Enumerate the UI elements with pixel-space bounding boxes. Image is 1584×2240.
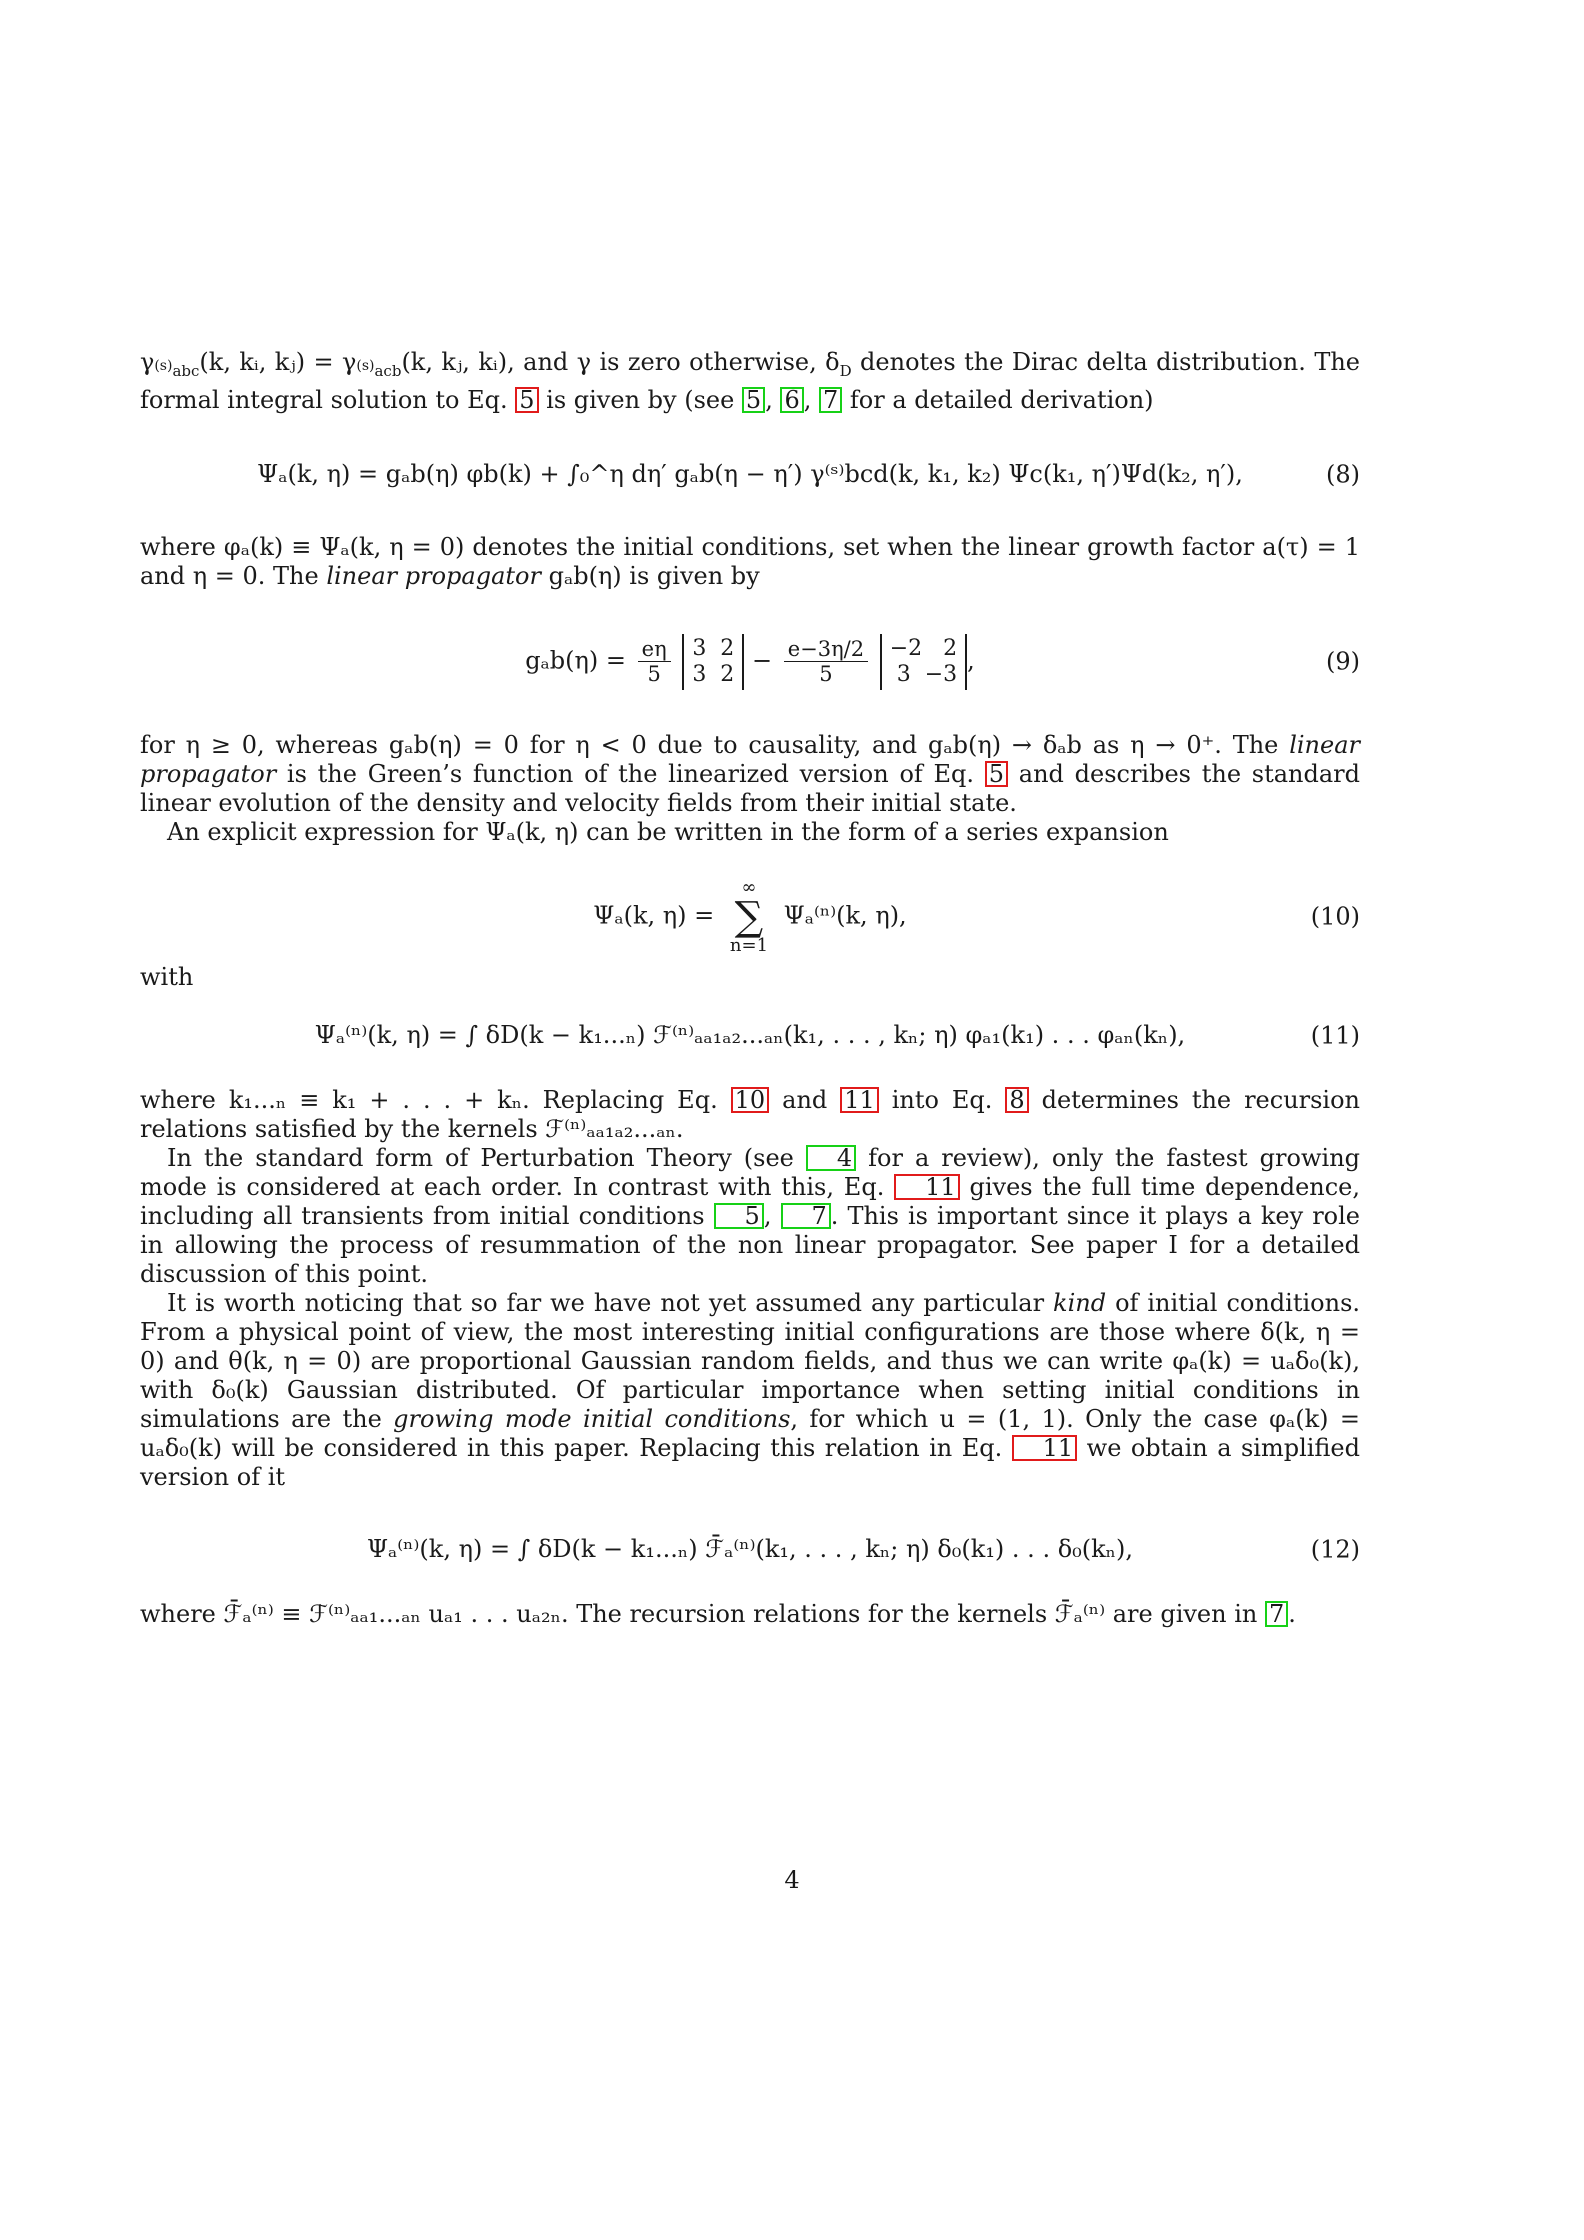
matrix-row: 3 2: [692, 661, 735, 687]
paper-page-body: [140, 348, 1360, 1629]
fraction-numerator: eη: [638, 637, 671, 662]
text: . This is important since it plays a key role in allowing the process of resummation of the non linear propagator. See paper I for a detailed discussion of this point.: [140, 1201, 1360, 1288]
page-number: 4: [784, 1866, 800, 1894]
equation-lhs: gₐb(η) =: [525, 646, 627, 675]
fraction: [784, 637, 868, 686]
matrix-row: 3 2: [692, 635, 735, 661]
equation-number: (12): [1310, 1535, 1360, 1564]
equation-12: [140, 1530, 1360, 1570]
eq-ref-link[interactable]: 10: [731, 1087, 770, 1113]
fraction: [638, 637, 671, 686]
equation-9: [140, 627, 1360, 697]
text: and describes the standard linear evolution of the density and velocity fields from their initial state.: [140, 759, 1360, 817]
eq-ref-link[interactable]: 11: [1012, 1435, 1078, 1461]
text: It is worth noticing that so far we have not yet assumed any particular: [167, 1288, 1054, 1317]
text: where k₁...ₙ ≡ k₁ + . . . + kₙ. Replacing Eq.: [140, 1085, 731, 1114]
fraction-numerator: e−3η/2: [784, 637, 868, 662]
matrix: [682, 634, 744, 690]
sum-lower: n=1: [729, 934, 769, 956]
text: gives the full time dependence, including all transients from initial conditions: [140, 1172, 1361, 1230]
gamma-sub-abc: (s)abc: [154, 357, 200, 380]
text: for η ≥ 0, whereas gₐb(η) = 0 for η < 0 due to causality, and gₐb(η) → δₐb as η → 0⁺. The: [140, 730, 1290, 759]
paragraph-initial-conditions: [140, 533, 1360, 591]
paragraph-recursion: [140, 1086, 1360, 1144]
paragraph-initial-condition-kind: [140, 1289, 1360, 1492]
paragraph-perturbation-theory: In the standard form of Perturbation Theory (see 4 for a review), only the fastest growing mode is considered at each order. In contrast with this, Eq. 11 gives the full time dependence, including all transients from initial conditions 5 , 7 . This is important since it plays a key role in allowing the process of resummation of the non linear propagator. See paper I for a detailed discussion of this point.: [140, 1143, 1361, 1288]
text: , for which u = (1, 1). Only the case φₐ(k) = uₐδ₀(k) will be considered in this paper. Replacing this relation in Eq.: [140, 1404, 1360, 1462]
citation-link[interactable]: 7: [781, 1203, 831, 1229]
eq-ref-link[interactable]: 5: [985, 761, 1008, 787]
equation-number: (8): [1326, 460, 1360, 489]
summation: [729, 876, 769, 956]
text: we obtain a simplified version of it: [140, 1433, 1360, 1491]
gamma-sub-acb: (s)acb: [356, 357, 402, 380]
text: determines the recursion relations satisfied by the kernels ℱ⁽ⁿ⁾ₐₐ₁ₐ₂...ₐₙ.: [140, 1085, 1361, 1143]
text: for a review), only the fastest growing mode is considered at each order. In contrast with this, Eq.: [140, 1143, 1361, 1201]
equation-rhs: Ψₐ⁽ⁿ⁾(k, η),: [783, 901, 907, 930]
eq-ref-link[interactable]: 8: [1005, 1087, 1028, 1113]
citation-link[interactable]: 5: [714, 1203, 764, 1229]
citation-link[interactable]: 4: [806, 1145, 856, 1171]
equation-body: [593, 876, 907, 956]
equation-11: [140, 1016, 1360, 1056]
paragraph-propagator: [140, 731, 1360, 818]
eq-ref-link[interactable]: 11: [840, 1087, 879, 1113]
intro-text-b: (k, kᵢ, kⱼ) = γ: [199, 348, 357, 376]
matrix: [880, 634, 967, 690]
fraction-denominator: 5: [819, 662, 833, 687]
comma: ,: [967, 646, 975, 675]
equation-10: [140, 877, 1360, 957]
citation-link[interactable]: 7: [1265, 1601, 1288, 1627]
text: where ℱ̄ₐ⁽ⁿ⁾ ≡ ℱ⁽ⁿ⁾ₐₐ₁...ₐₙ uₐ₁ . . . uₐ₂ₙ. The recursion relations for the kernels ℱ̄ₐ⁽ⁿ⁾ are given in: [140, 1599, 1265, 1628]
text: into Eq.: [878, 1085, 1006, 1114]
eq-ref-link[interactable]: 5: [515, 387, 538, 413]
equation-number: (11): [1310, 1021, 1360, 1050]
text: of initial conditions. From a physical point of view, the most interesting initial configurations are those where δ(k, η = 0) and θ(k, η = 0) are proportional Gaussian random fields, and thus we can write φₐ(k) = uₐδ₀(k), with δ₀(k) Gaussian distributed. Of particular importance when setting initial conditions in simulations are the: [140, 1288, 1361, 1433]
eq-ref-link[interactable]: 11: [894, 1174, 960, 1200]
matrix-row: 3 −3: [889, 661, 958, 687]
text: An explicit expression for Ψₐ(k, η) can be written in the form of a series expansion: [167, 817, 1169, 846]
emphasis-text: kind: [1053, 1288, 1107, 1317]
equation-number: (10): [1310, 902, 1360, 931]
emphasis-text: growing mode initial conditions: [393, 1404, 791, 1433]
delta-sub-d: D: [839, 361, 852, 380]
sum-sigma: ∑: [734, 893, 764, 940]
emphasis-text: linear propagator: [326, 561, 541, 590]
equation-body: Ψₐ(k, η) = gₐb(η) φb(k) + ∫₀^η dη′ gₐb(η − η′) γ⁽ˢ⁾bcd(k, k₁, k₂) Ψc(k₁, η′)Ψd(k₂, η′),: [257, 460, 1243, 489]
citation-link[interactable]: 5: [742, 387, 765, 413]
sum-upper: ∞: [741, 876, 757, 898]
text: is the Green’s function of the linearized version of Eq.: [276, 759, 985, 788]
minus-sign: −: [751, 646, 773, 675]
paragraph-kernels: [140, 1600, 1360, 1629]
intro-text-d: denotes the Dirac delta distribution. The formal integral solution to Eq.: [140, 348, 1360, 414]
equation-body: [525, 634, 975, 690]
equation-lhs: Ψₐ(k, η) =: [593, 901, 715, 930]
text: where φₐ(k) ≡ Ψₐ(k, η = 0) denotes the initial conditions, set when the linear growth factor a(τ) = 1 and η = 0. The: [140, 532, 1360, 590]
emphasis-text: linear propagator: [140, 730, 1360, 788]
equation-number: (9): [1326, 647, 1360, 676]
citation-link[interactable]: 7: [819, 387, 842, 413]
matrix-row: −2 2: [889, 635, 958, 661]
text: and: [769, 1085, 841, 1114]
equation-body: Ψₐ⁽ⁿ⁾(k, η) = ∫ δD(k − k₁...ₙ) ℱ⁽ⁿ⁾ₐₐ₁ₐ₂...ₐₙ(k₁, . . . , kₙ; η) φₐ₁(k₁) . . . φₐₙ(kₙ),: [314, 1021, 1186, 1050]
with-label: with: [140, 962, 194, 991]
text: gₐb(η) is given by: [540, 561, 760, 590]
intro-text-e: is given by (see: [538, 385, 742, 414]
citation-link[interactable]: 6: [780, 387, 803, 413]
text: .: [1288, 1599, 1296, 1628]
equation-body: Ψₐ⁽ⁿ⁾(k, η) = ∫ δD(k − k₁...ₙ) ℱ̄ₐ⁽ⁿ⁾(k₁, . . . , kₙ; η) δ₀(k₁) . . . δ₀(kₙ),: [366, 1535, 1134, 1564]
intro-text-f: for a detailed derivation): [842, 385, 1154, 414]
paragraph-intro: $\gamma_{^{(s)}abc}(k$, kᵢ, kⱼ) = $\gamma_{^{(s)}acb}(k$, kⱼ, kᵢ), and γ is zero otherwise, $\delta_D$ denotes the Dirac delta distribution. The formal integral solution to Eq. 5 is given by (see 5 , 6 , 7 for a detailed derivation): [140, 348, 1360, 414]
fraction-denominator: 5: [647, 662, 661, 687]
intro-text-c: (k, kⱼ, kᵢ), and γ is zero otherwise, δ: [401, 348, 840, 376]
paragraph-series: [140, 818, 1360, 847]
text: In the standard form of Perturbation Theory (see: [167, 1143, 806, 1172]
intro-text-a: γ: [140, 348, 155, 376]
equation-8: [140, 455, 1360, 495]
